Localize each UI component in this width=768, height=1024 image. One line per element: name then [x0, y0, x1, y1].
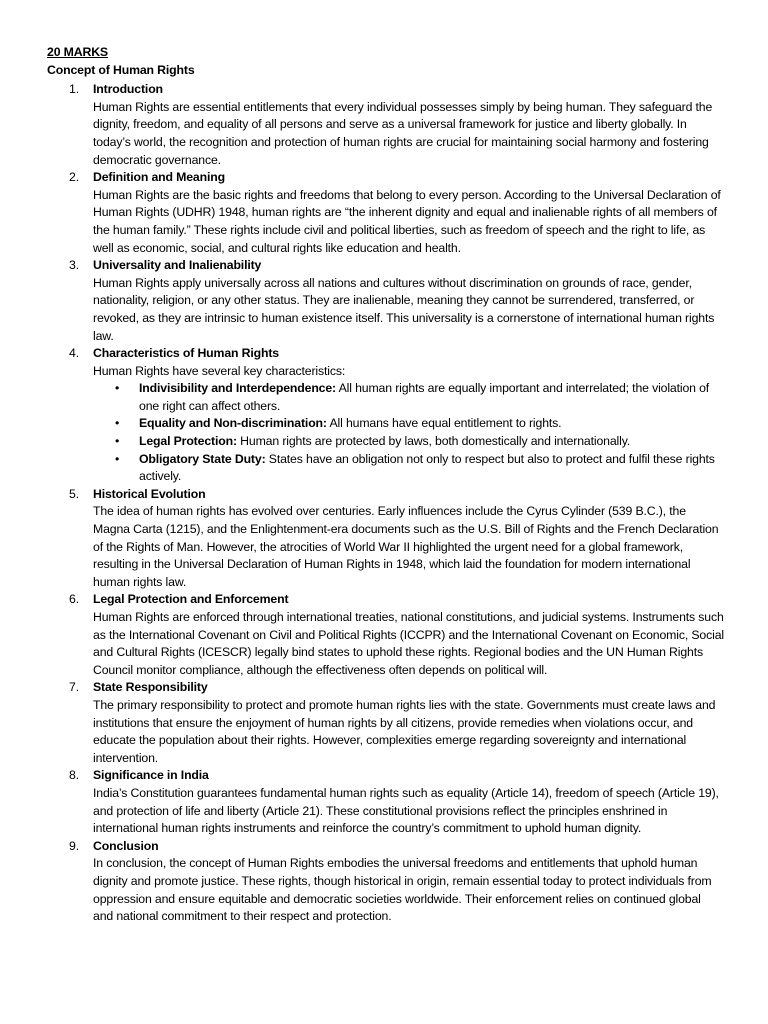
section-legal-protection [69, 591, 724, 679]
section-body: Human Rights are enforced through international treaties, national constitutions, and judicial systems. Instruments such as the International Covenant on Civil and Political Rights (ICCPR) and the International Covenant on Economic, Social and Cultural Rights (ICESCR) legally bind states to uphold these rights. Regional bodies and the UN Human Rights Council monitor compliance, although the effectiveness often depends on political will. [93, 610, 724, 677]
bullet-text: States have an obligation not only to respect but also to protect and fulfil these rights actively. [139, 451, 715, 484]
bullet-label: Indivisibility and Interdependence: [139, 381, 337, 396]
section-number: 3. [69, 258, 79, 273]
bullet-label: Obligatory State Duty: [139, 451, 266, 466]
list-item [115, 433, 724, 451]
section-universality [69, 257, 724, 345]
section-title: Universality and Inalienability [93, 258, 262, 273]
section-list [47, 81, 724, 926]
bullet-label: Legal Protection: [139, 434, 237, 449]
section-number: 7. [69, 680, 79, 695]
list-item [115, 451, 724, 486]
section-number: 6. [69, 592, 79, 607]
section-title: Legal Protection and Enforcement [93, 592, 289, 607]
section-number: 5. [69, 486, 79, 501]
section-historical-evolution [69, 486, 724, 592]
section-state-responsibility [69, 679, 724, 767]
bullet-icon: • [115, 381, 120, 396]
section-title: Conclusion [93, 838, 159, 853]
section-body: Human Rights are the basic rights and freedoms that belong to every person. According to the Universal Declaration of Human Rights (UDHR) 1948, human rights are “the inherent dignity and equal and inalienable rights of all members of the human family.” These rights include civil and political liberties, such as freedom of speech and the right to life, as well as economic, social, and cultural rights like education and health. [93, 187, 721, 255]
section-introduction [69, 81, 724, 169]
section-body: The primary responsibility to protect and promote human rights lies with the state. Governments must create laws and institutions that ensure the enjoyment of human rights by all citizens, provide remedies when violations occur, and educate the population about their rights. However, complexities emerge regarding sovereignty and international intervention. [93, 697, 716, 765]
marks-heading: 20 MARKS [47, 45, 108, 59]
bullet-icon: • [115, 434, 120, 449]
section-body: Human Rights have several key characteristics: [93, 363, 346, 378]
section-number: 9. [69, 838, 79, 853]
section-title: Historical Evolution [93, 486, 206, 501]
section-title: Introduction [93, 82, 163, 97]
section-characteristics [69, 345, 724, 486]
bullet-icon: • [115, 451, 120, 466]
section-conclusion [69, 838, 724, 926]
bullet-text: All human rights are equally important and interrelated; the violation of one right can affect others. [139, 381, 710, 413]
section-body: Human Rights are essential entitlements that every individual possesses simply by being human. They safeguard the dignity, freedom, and equality of all persons and serve as a universal framework for justice and liberty globally. In today’s world, the recognition and protection of human rights are crucial for maintaining social harmony and fostering democratic governance. [93, 99, 713, 167]
section-body: In conclusion, the concept of Human Rights embodies the universal freedoms and entitlements that uphold human dignity and promote justice. These rights, though historical in origin, remain essential today to protect individuals from oppression and ensure equitable and democratic societies worldwide. Their enforcement relies on continued global and national commitment to their respect and protection. [93, 856, 712, 924]
section-body: The idea of human rights has evolved over centuries. Early influences include the Cyrus Cylinder (539 B.C.), the Magna Carta (1215), and the Enlightenment-era documents such as the U.S. Bill of Rights and the French Declaration of the Rights of Man. However, the atrocities of World War II highlighted the urgent need for a global framework, resulting in the Universal Declaration of Human Rights in 1948, which laid the foundation for modern international human rights law. [93, 504, 719, 589]
section-body: India’s Constitution guarantees fundamental human rights such as equality (Article 14), freedom of speech (Article 19), and protection of life and liberty (Article 21). These constitutional provisions reflect the principles enshrined in international human rights instruments and reinforce the country’s commitment to uphold human dignity. [93, 785, 719, 836]
section-body: Human Rights apply universally across all nations and cultures without discrimination on grounds of race, gender, nationality, religion, or any other status. They are inalienable, meaning they cannot be surrendered, transferred, or revoked, as they are intrinsic to human existence itself. This universality is a cornerstone of international human rights law. [93, 275, 715, 343]
section-number: 8. [69, 768, 79, 783]
bullet-text: All humans have equal entitlement to rights. [326, 416, 562, 431]
section-definition [69, 169, 724, 257]
list-item [115, 415, 724, 433]
section-significance-india [69, 767, 724, 837]
bullet-icon: • [115, 416, 120, 431]
bullet-text: Human rights are protected by laws, both domestically and internationally. [236, 434, 631, 449]
section-title: Significance in India [93, 768, 209, 783]
section-title: Characteristics of Human Rights [93, 346, 279, 361]
list-item [115, 380, 724, 415]
section-number: 2. [69, 170, 79, 185]
section-title: State Responsibility [93, 680, 208, 695]
page-title: Concept of Human Rights [47, 62, 195, 77]
characteristics-list [93, 380, 724, 486]
section-title: Definition and Meaning [93, 170, 225, 185]
section-number: 4. [69, 346, 79, 361]
section-number: 1. [69, 82, 79, 97]
bullet-label: Equality and Non-discrimination: [139, 416, 327, 431]
